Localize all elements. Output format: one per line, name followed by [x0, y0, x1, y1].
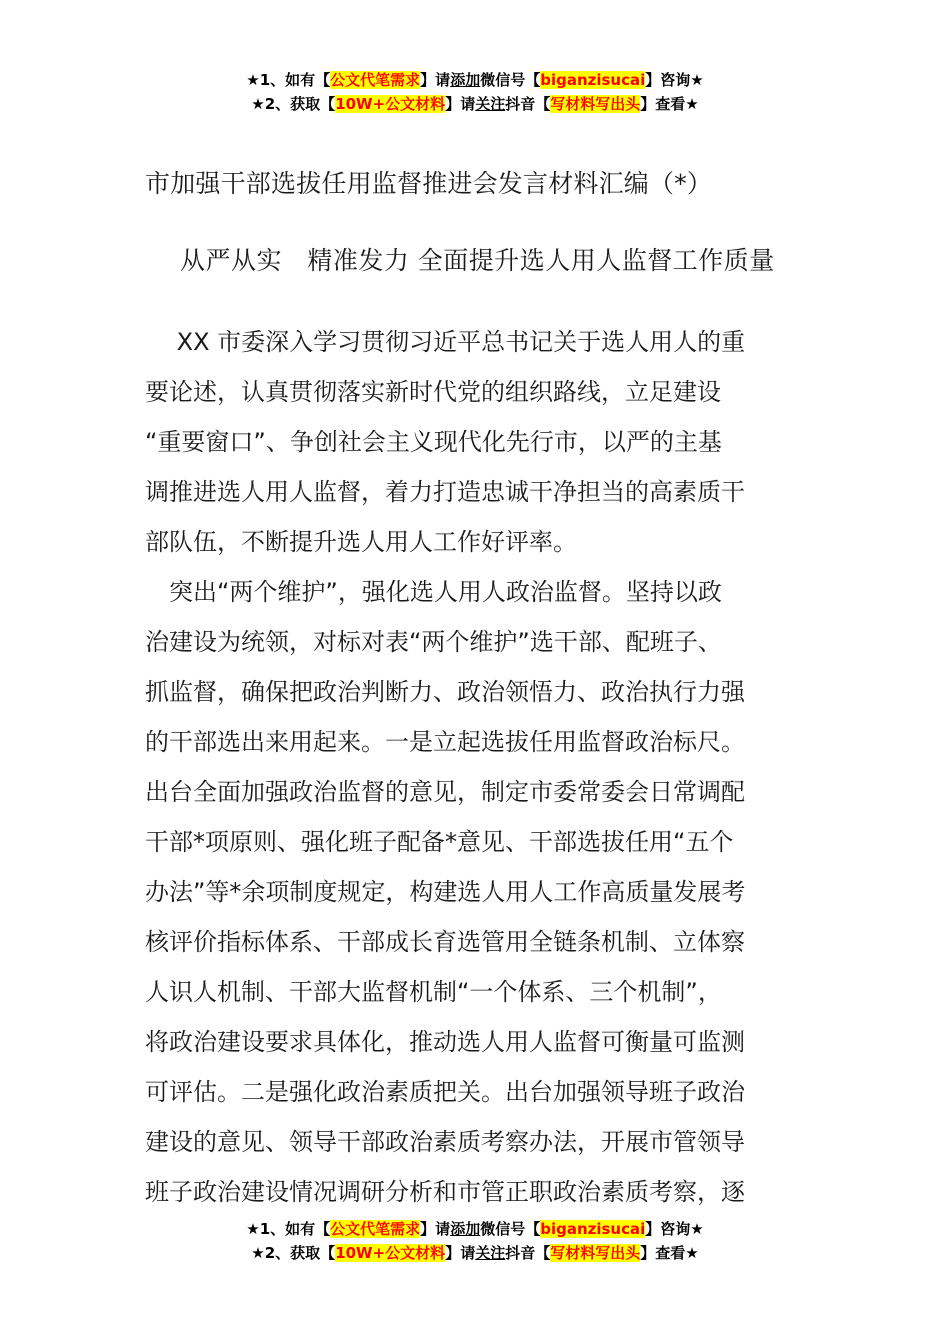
banner-text: 微信号【 — [480, 1220, 541, 1238]
body-line: 可评估。二是强化政治素质把关。出台加强领导班子政治 — [145, 1078, 745, 1106]
body-line: “重要窗口”、争创社会主义现代化先行市，以严的主基 — [145, 428, 722, 456]
banner-line-1 — [0, 1217, 950, 1241]
banner-line-2 — [0, 92, 950, 116]
body-line: 将政治建设要求具体化，推动选人用人监督可衡量可监测 — [145, 1028, 745, 1056]
banner-text: 】请 — [420, 1220, 451, 1238]
banner-highlight-wechat: biganzisucai — [540, 71, 646, 89]
body-line: 的干部选出来用起来。一是立起选拔任用监督政治标尺。 — [145, 728, 745, 756]
banner-highlight-douyin: 写材料写出头 — [550, 1244, 641, 1262]
banner-highlight-wechat: biganzisucai — [540, 1220, 646, 1238]
banner-text: 】咨询★ — [645, 1220, 704, 1238]
banner-text: ★1、如有【 — [246, 1220, 331, 1238]
body-line: XX 市委深入学习贯彻习近平总书记关于选人用人的重 — [145, 328, 746, 356]
header-banner — [0, 68, 950, 116]
banner-text: 抖音【 — [505, 95, 551, 113]
body-line: 建设的意见、领导干部政治素质考察办法，开展市管领导 — [145, 1128, 745, 1156]
banner-underlined: 关注 — [475, 1244, 506, 1262]
banner-text: 】查看★ — [640, 1244, 699, 1262]
document-subtitle: 从严从实 精准发力 全面提升选人用人监督工作质量 — [180, 246, 775, 275]
banner-line-2 — [0, 1241, 950, 1265]
document-body — [145, 317, 805, 1217]
banner-text: ★2、获取【 — [251, 95, 336, 113]
body-line: 调推进选人用人监督，着力打造忠诚干净担当的高素质干 — [145, 478, 745, 506]
banner-underlined: 添加 — [450, 1220, 481, 1238]
banner-highlight: 公文代笔需求 — [330, 71, 421, 89]
body-line: 人识人机制、干部大监督机制“一个体系、三个机制”， — [145, 978, 722, 1006]
body-line: 治建设为统领，对标对表“两个维护”选干部、配班子、 — [145, 628, 722, 656]
banner-text: 】查看★ — [640, 95, 699, 113]
body-line: 班子政治建设情况调研分析和市管正职政治素质考察，逐 — [145, 1178, 745, 1206]
document-title: 市加强干部选拔任用监督推进会发言材料汇编（*） — [145, 169, 713, 198]
banner-text: 】咨询★ — [645, 71, 704, 89]
banner-text: ★2、获取【 — [251, 1244, 336, 1262]
banner-highlight: 公文代笔需求 — [330, 1220, 421, 1238]
body-line: 核评价指标体系、干部成长育选管用全链条机制、立体察 — [145, 928, 745, 956]
banner-highlight-douyin: 写材料写出头 — [550, 95, 641, 113]
banner-text: 】请 — [445, 1244, 476, 1262]
banner-highlight: 10W+公文材料 — [335, 95, 446, 113]
body-line: 要论述，认真贯彻落实新时代党的组织路线，立足建设 — [145, 378, 721, 406]
body-line: 突出“两个维护”，强化选人用人政治监督。坚持以政 — [145, 578, 722, 606]
body-line: 抓监督，确保把政治判断力、政治领悟力、政治执行力强 — [145, 678, 745, 706]
body-line: 部队伍，不断提升选人用人工作好评率。 — [145, 528, 577, 556]
banner-highlight: 10W+公文材料 — [335, 1244, 446, 1262]
banner-underlined: 添加 — [450, 71, 481, 89]
banner-text: 抖音【 — [505, 1244, 551, 1262]
banner-text: 微信号【 — [480, 71, 541, 89]
banner-text: 】请 — [420, 71, 451, 89]
banner-text: ★1、如有【 — [246, 71, 331, 89]
banner-text: 】请 — [445, 95, 476, 113]
body-line: 干部*项原则、强化班子配备*意见、干部选拔任用“五个 — [145, 828, 734, 856]
body-line: 办法”等*余项制度规定，构建选人用人工作高质量发展考 — [145, 878, 746, 906]
body-line: 出台全面加强政治监督的意见，制定市委常委会日常调配 — [145, 778, 745, 806]
footer-banner — [0, 1217, 950, 1265]
banner-line-1 — [0, 68, 950, 92]
banner-underlined: 关注 — [475, 95, 506, 113]
